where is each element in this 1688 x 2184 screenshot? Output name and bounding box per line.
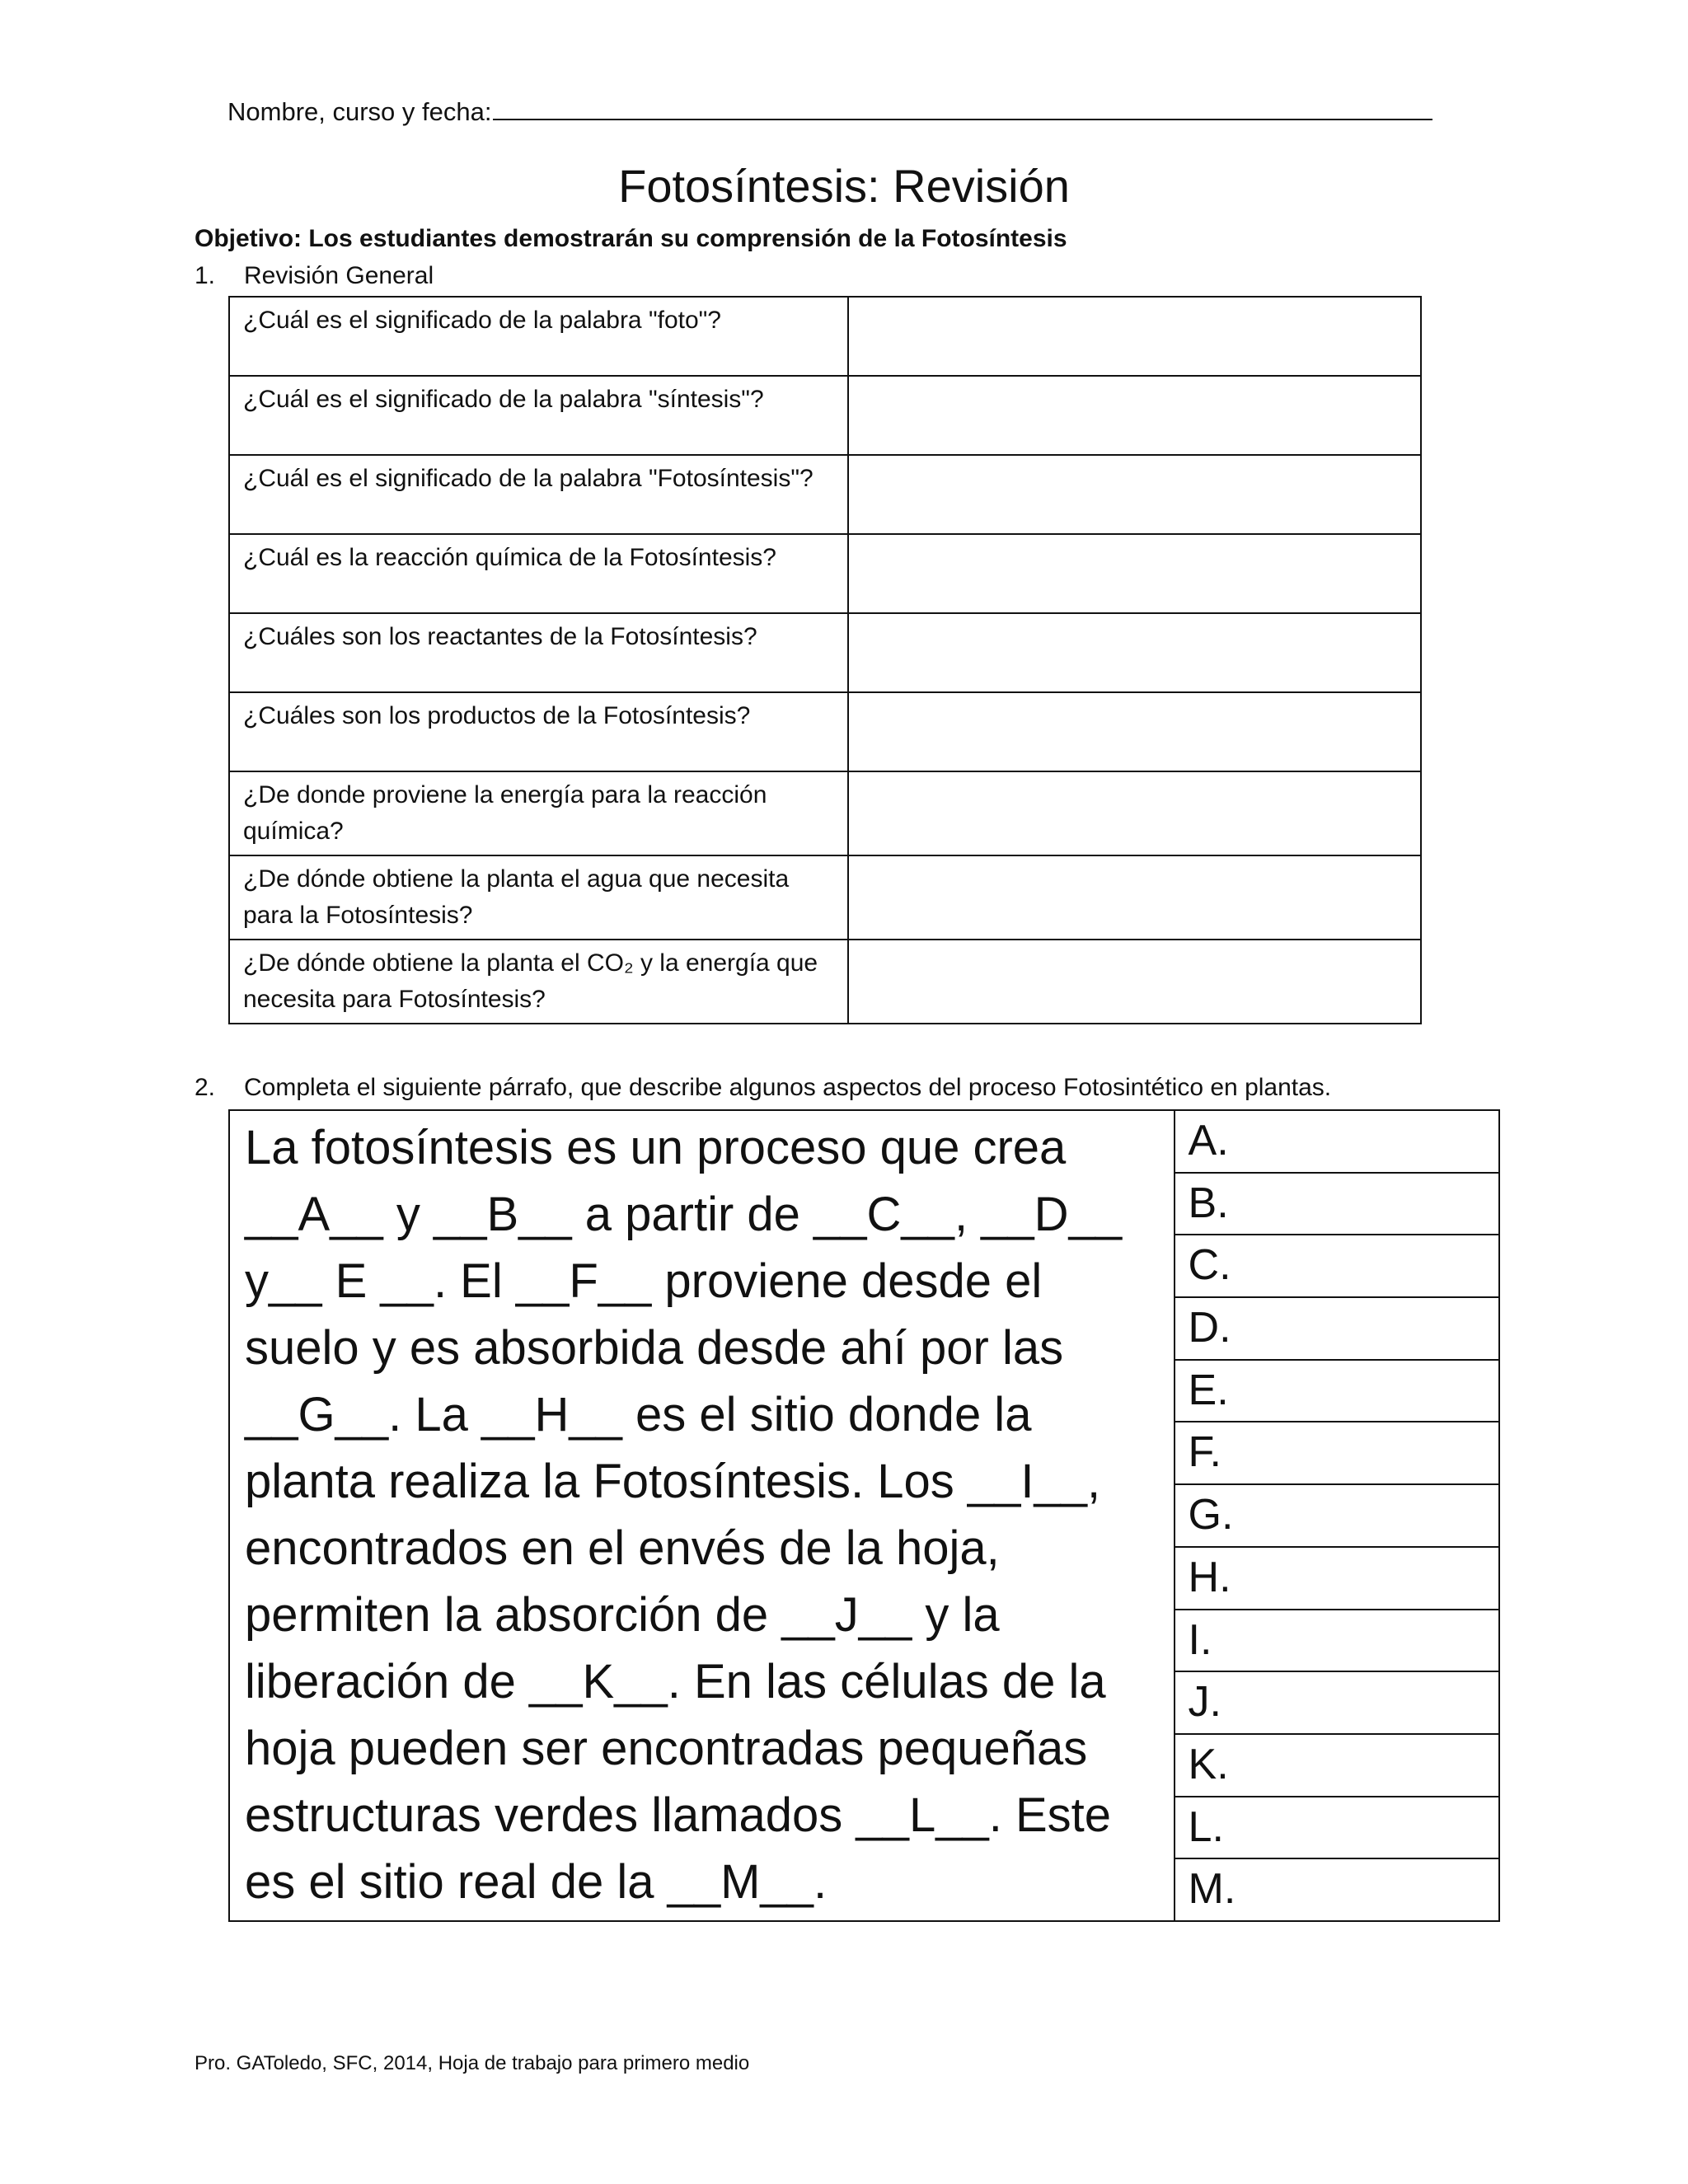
name-course-date-line: [227, 97, 1432, 127]
answer-cell[interactable]: [848, 455, 1421, 534]
question-cell: ¿Cuál es el significado de la palabra "Fotosíntesis"?: [229, 455, 848, 534]
question-cell: ¿De dónde obtiene la planta el agua que necesita para la Fotosíntesis?: [229, 855, 848, 940]
answer-cell[interactable]: [848, 376, 1421, 455]
section-2-heading: [195, 1074, 1331, 1102]
review-table: [228, 296, 1422, 1024]
answer-cell[interactable]: [848, 940, 1421, 1024]
question-cell: ¿Cuáles son los reactantes de la Fotosíntesis?: [229, 613, 848, 692]
section-1-title: Revisión General: [244, 262, 434, 289]
table-row: [229, 455, 1421, 534]
objective-text: Objetivo: Los estudiantes demostrarán su comprensión de la Fotosíntesis: [195, 225, 1067, 252]
fill-in-paragraph-table: [228, 1109, 1500, 1922]
answer-letter-cell[interactable]: J.: [1175, 1671, 1499, 1734]
name-course-date-blank[interactable]: [493, 97, 1432, 120]
section-1-heading: [195, 262, 434, 290]
answer-letter-cell[interactable]: I.: [1175, 1610, 1499, 1672]
answer-cell[interactable]: [848, 297, 1421, 376]
answer-letter-cell[interactable]: B.: [1175, 1173, 1499, 1235]
question-cell: ¿De donde proviene la energía para la reacción química?: [229, 771, 848, 855]
table-row: [229, 1110, 1499, 1173]
answer-cell[interactable]: [848, 613, 1421, 692]
table-row: [229, 771, 1421, 855]
footer-credit: Pro. GAToledo, SFC, 2014, Hoja de trabajo para primero medio: [195, 2052, 750, 2074]
question-cell: ¿Cuál es el significado de la palabra "síntesis"?: [229, 376, 848, 455]
answer-cell[interactable]: [848, 534, 1421, 613]
answer-letter-cell[interactable]: A.: [1175, 1110, 1499, 1173]
section-2-title: Completa el siguiente párrafo, que describe algunos aspectos del proceso Fotosintético en plantas.: [244, 1074, 1332, 1101]
answer-letter-cell[interactable]: M.: [1175, 1858, 1499, 1921]
name-course-date-label: Nombre, curso y fecha:: [227, 97, 492, 126]
answer-cell[interactable]: [848, 771, 1421, 855]
table-row: [229, 376, 1421, 455]
page-title: Fotosíntesis: Revisión: [618, 160, 1070, 212]
table-row: [229, 613, 1421, 692]
question-cell: ¿Cuál es el significado de la palabra "foto"?: [229, 297, 848, 376]
table-row: [229, 297, 1421, 376]
question-cell: ¿Cuál es la reacción química de la Fotosíntesis?: [229, 534, 848, 613]
table-row: [229, 534, 1421, 613]
table-row: [229, 940, 1421, 1024]
question-cell: ¿Cuáles son los productos de la Fotosíntesis?: [229, 692, 848, 771]
answer-letter-cell[interactable]: L.: [1175, 1797, 1499, 1859]
answer-letter-cell[interactable]: F.: [1175, 1422, 1499, 1484]
answer-letter-cell[interactable]: G.: [1175, 1484, 1499, 1547]
answer-cell[interactable]: [848, 855, 1421, 940]
answer-cell[interactable]: [848, 692, 1421, 771]
table-row: [229, 692, 1421, 771]
answer-letter-cell[interactable]: E.: [1175, 1360, 1499, 1422]
question-cell: ¿De dónde obtiene la planta el CO₂ y la energía que necesita para Fotosíntesis?: [229, 940, 848, 1024]
section-2-number: 2.: [195, 1074, 216, 1101]
table-row: [229, 855, 1421, 940]
answer-letter-cell[interactable]: C.: [1175, 1235, 1499, 1297]
answer-letter-cell[interactable]: D.: [1175, 1297, 1499, 1360]
answer-letter-cell[interactable]: K.: [1175, 1734, 1499, 1797]
fill-in-paragraph: La fotosíntesis es un proceso que crea __A__ y __B__ a partir de __C__, __D__ y__ E __. El __F__ proviene desde el suelo y es absorbida desde ahí por las __G__. La __H__ es el sitio donde la planta realiza la Fotosíntesis. Los __I__, encontrados en el envés de la hoja, permiten la absorción de __J__ y la liberación de __K__. En las células de la hoja pueden ser encontradas pequeñas estructuras verdes llamados __L__. Este es el sitio real de la __M__.: [229, 1110, 1175, 1921]
section-1-number: 1.: [195, 262, 216, 289]
answer-letter-cell[interactable]: H.: [1175, 1547, 1499, 1610]
